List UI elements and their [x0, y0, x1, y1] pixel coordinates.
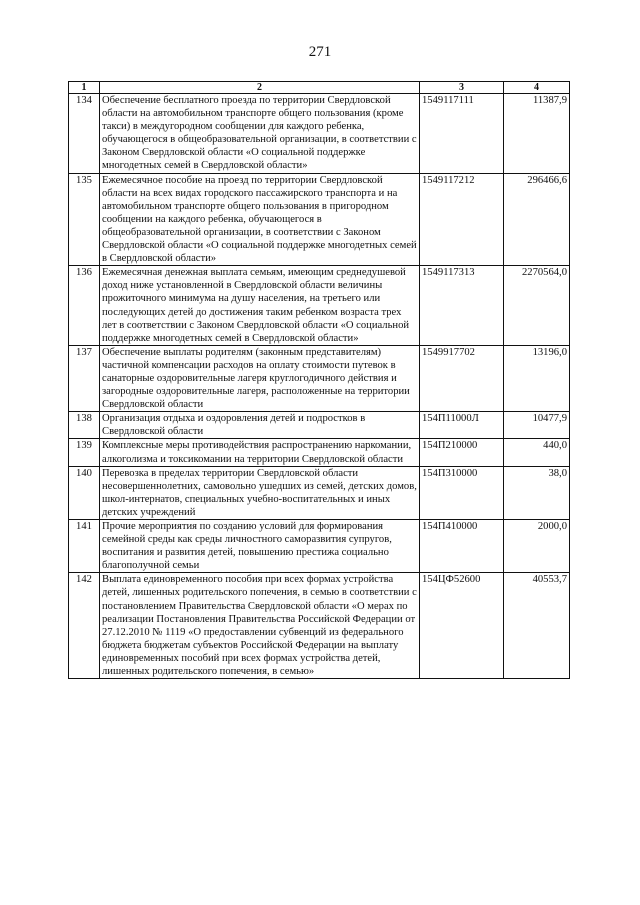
row-code: 154П310000: [420, 466, 504, 519]
table-row: [69, 266, 570, 346]
row-description: Обеспечение выплаты родителям (законным представителям) частичной компенсации расходов на оплату стоимости путевок в санаторные оздоровительные лагеря круглогодичного действия и загородные оздоровительные лагеря, расположенные на территории Свердловской области: [100, 345, 420, 411]
row-number: 138: [69, 412, 100, 439]
row-code: 154ЦФ52600: [420, 573, 504, 679]
row-description: Комплексные меры противодействия распространению наркомании, алкоголизма и токсикомании на территории Свердловской области: [100, 439, 420, 466]
table-row: [69, 345, 570, 411]
row-number: 139: [69, 439, 100, 466]
row-description: Ежемесячное пособие на проезд по территории Свердловской области на всех видах городского пассажирского транспорта и на автомобильном транспорте общего пользования в пригородном сообщении на каждого ребенка, обучающегося в общеобразовательной организации, в соответствии с Законом Свердловской области «О социальной поддержке многодетных семей в Свердловской области»: [100, 173, 420, 266]
row-amount: 38,0: [504, 466, 570, 519]
table-row: [69, 466, 570, 519]
row-number: 142: [69, 573, 100, 679]
budget-table: [68, 81, 570, 679]
header-row: [69, 82, 570, 94]
row-code: 1549117111: [420, 94, 504, 174]
row-number: 134: [69, 94, 100, 174]
header-col-1: 1: [69, 82, 100, 94]
row-code: 154П410000: [420, 520, 504, 573]
row-amount: 440,0: [504, 439, 570, 466]
row-description: Выплата единовременного пособия при всех формах устройства детей, лишенных родительского попечения, в семью в соответствии с постановлением Правительства Свердловской области «О мерах по реализации Постановления Правительства Российской Федерации от 27.12.2010 № 1119 «О предоставлении субвенций из федерального бюджета бюджетам субъектов Российской Федерации на выплату единовременных пособий при всех формах устройства детей, лишенных родительского попечения, в семью»: [100, 573, 420, 679]
row-code: 1549917702: [420, 345, 504, 411]
row-number: 137: [69, 345, 100, 411]
header-col-2: 2: [100, 82, 420, 94]
table-row: [69, 520, 570, 573]
row-number: 135: [69, 173, 100, 266]
row-amount: 13196,0: [504, 345, 570, 411]
row-description: Обеспечение бесплатного проезда по территории Свердловской области на автомобильном транспорте общего пользования (кроме такси) в междугородном сообщении для каждого ребенка, обучающегося в общеобразовательной организации, в соответствии с Законом Свердловской области «О социальной поддержке многодетных семей в Свердловской области»: [100, 94, 420, 174]
row-amount: 2000,0: [504, 520, 570, 573]
table-row: [69, 412, 570, 439]
header-col-3: 3: [420, 82, 504, 94]
page-number: 271: [308, 44, 332, 60]
row-description: Перевозка в пределах территории Свердловской области несовершеннолетних, самовольно ушедших из семей, детских домов, школ-интернатов, специальных учебно-воспитательных и иных детских учреждений: [100, 466, 420, 519]
row-amount: 11387,9: [504, 94, 570, 174]
table-row: [69, 173, 570, 266]
row-amount: 40553,7: [504, 573, 570, 679]
row-number: 140: [69, 466, 100, 519]
row-description: Прочие мероприятия по созданию условий для формирования семейной среды как среды личностного саморазвития супругов, воспитания и развития детей, повышению престижа социально благополучной семьи: [100, 520, 420, 573]
row-amount: 10477,9: [504, 412, 570, 439]
table-row: [69, 94, 570, 174]
header-col-4: 4: [504, 82, 570, 94]
row-number: 136: [69, 266, 100, 346]
row-number: 141: [69, 520, 100, 573]
row-code: 154П11000Л: [420, 412, 504, 439]
row-amount: 2270564,0: [504, 266, 570, 346]
row-code: 1549117313: [420, 266, 504, 346]
table-row: [69, 573, 570, 679]
row-description: Ежемесячная денежная выплата семьям, имеющим среднедушевой доход ниже установленной в Свердловской области величины прожиточного минимума на душу населения, на третьего или последующих детей до достижения таким ребенком возраста трех лет в соответствии с Законом Свердловской области «О социальной поддержке многодетных семей в Свердловской области»: [100, 266, 420, 346]
row-amount: 296466,6: [504, 173, 570, 266]
table-row: [69, 439, 570, 466]
row-code: 1549117212: [420, 173, 504, 266]
row-description: Организация отдыха и оздоровления детей и подростков в Свердловской области: [100, 412, 420, 439]
row-code: 154П210000: [420, 439, 504, 466]
